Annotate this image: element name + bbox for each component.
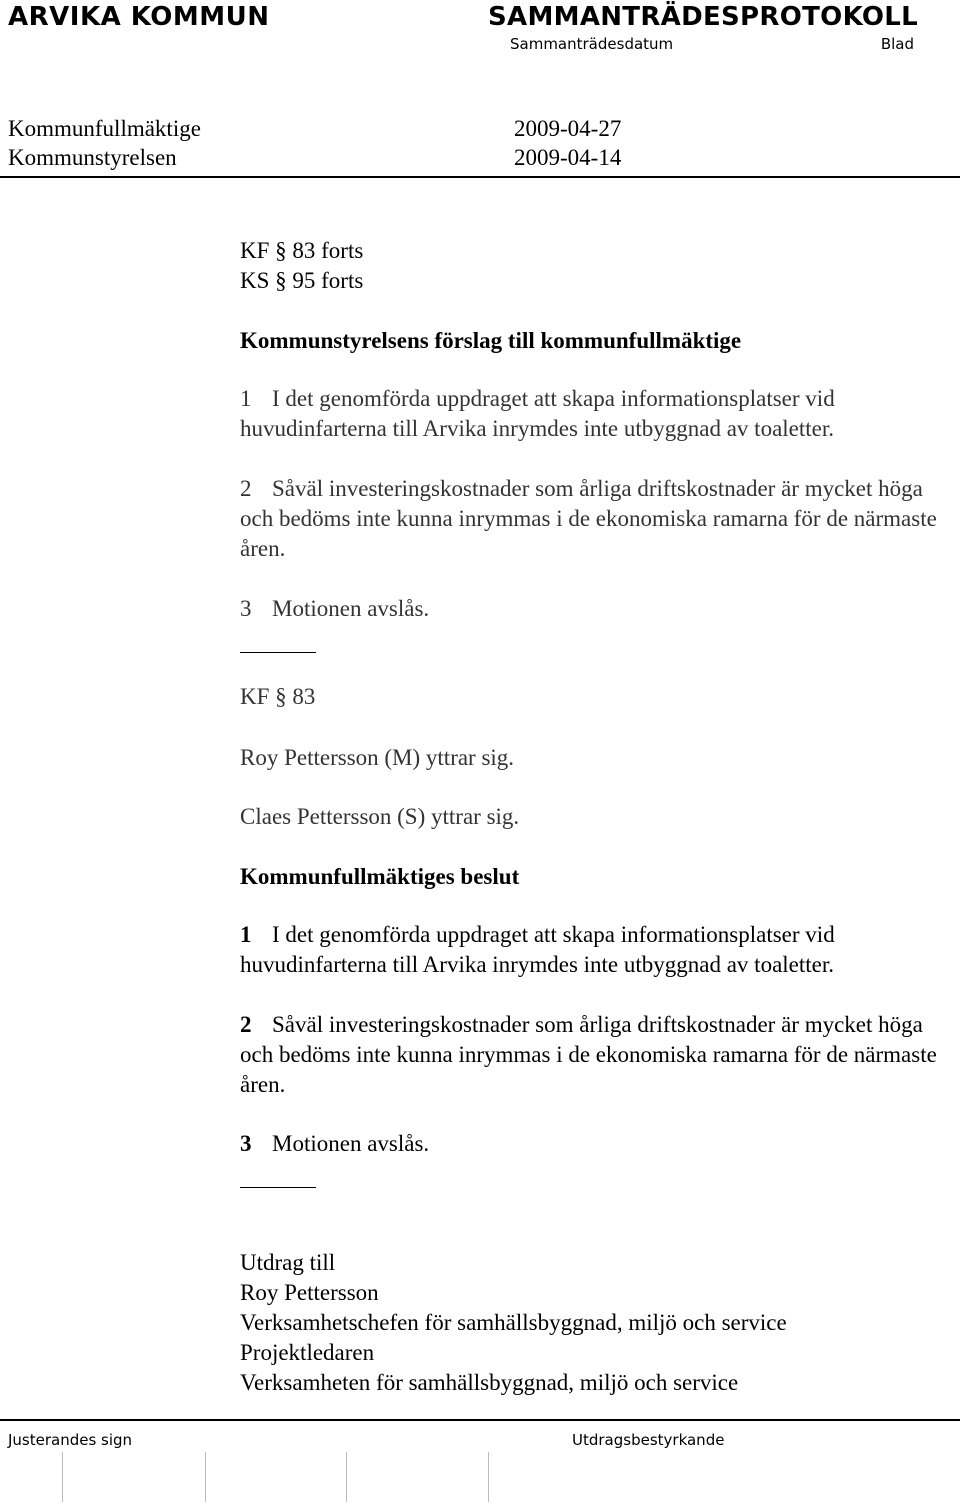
decision-item-text: I det genomförda uppdraget att skapa informationsplatser vid huvudinfarterna till Arvika inrymdes inte utbyggnad av toaletter. [240,922,835,977]
decision-item-text: Motionen avslås. [272,1131,430,1156]
proposal-item [240,594,955,624]
recipient: Verksamheten för samhällsbyggnad, miljö och service [240,1370,739,1395]
meeting-body-2: Kommunstyrelsen [8,145,177,170]
signature-box-divider [488,1452,489,1502]
meeting-date-label: Sammanträdesdatum [510,35,674,53]
signature-box-divider [62,1452,63,1502]
statement: Roy Pettersson (M) yttrar sig. [240,745,515,770]
meeting-date-1: 2009-04-27 [514,116,622,141]
recipient: Projektledaren [240,1340,375,1365]
recipient: Verksamhetschefen för samhällsbyggnad, miljö och service [240,1310,787,1335]
document-type: SAMMANTRÄDESPROTOKOLL [488,2,918,32]
ks-section-ref: KS § 95 forts [240,268,364,293]
page-label: Blad [880,35,914,53]
municipality-name: ARVIKA KOMMUN [8,2,270,32]
proposal-item-text: Motionen avslås. [272,596,430,621]
justerandes-sign-label: Justerandes sign [8,1431,133,1449]
kf-ref: KF § 83 [240,684,316,709]
signature-box-divider [346,1452,347,1502]
proposal-item-text: I det genomförda uppdraget att skapa informationsplatser vid huvudinfarterna till Arvika inrymdes inte utbyggnad av toaletter. [240,386,835,441]
proposal-item [240,384,955,444]
decision-item-number: 1 [240,922,252,947]
decision-item [240,1010,955,1100]
recipient: Roy Pettersson [240,1280,379,1305]
decision-item-number: 3 [240,1131,252,1156]
proposal-item-number: 2 [240,476,252,501]
proposal-item-number: 1 [240,386,252,411]
meeting-body-1: Kommunfullmäktige [8,116,201,141]
utdragsbestyrkande-label: Utdragsbestyrkande [572,1431,725,1449]
decision-item-text: Såväl investeringskostnader som årliga driftskostnader är mycket höga och bedöms inte kunna inrymmas i de ekonomiska ramarna för de närmaste åren. [240,1012,937,1097]
decision-heading: Kommunfullmäktiges beslut [240,864,520,889]
kf-section-ref: KF § 83 forts [240,238,364,263]
meeting-date-2: 2009-04-14 [514,145,622,170]
header-divider [0,176,960,178]
decision-item [240,1129,955,1159]
proposal-item-number: 3 [240,596,252,621]
section-separator [240,1187,316,1188]
decision-item-number: 2 [240,1012,252,1037]
distribution-heading: Utdrag till [240,1250,336,1275]
proposal-heading: Kommunstyrelsens förslag till kommunfullmäktige [240,328,742,353]
section-separator [240,652,316,653]
decision-item [240,920,955,980]
proposal-item-text: Såväl investeringskostnader som årliga driftskostnader är mycket höga och bedöms inte kunna inrymmas i de ekonomiska ramarna för de närmaste åren. [240,476,937,561]
footer-divider [0,1419,960,1421]
signature-box-divider [205,1452,206,1502]
proposal-item [240,474,955,564]
statement: Claes Pettersson (S) yttrar sig. [240,804,520,829]
